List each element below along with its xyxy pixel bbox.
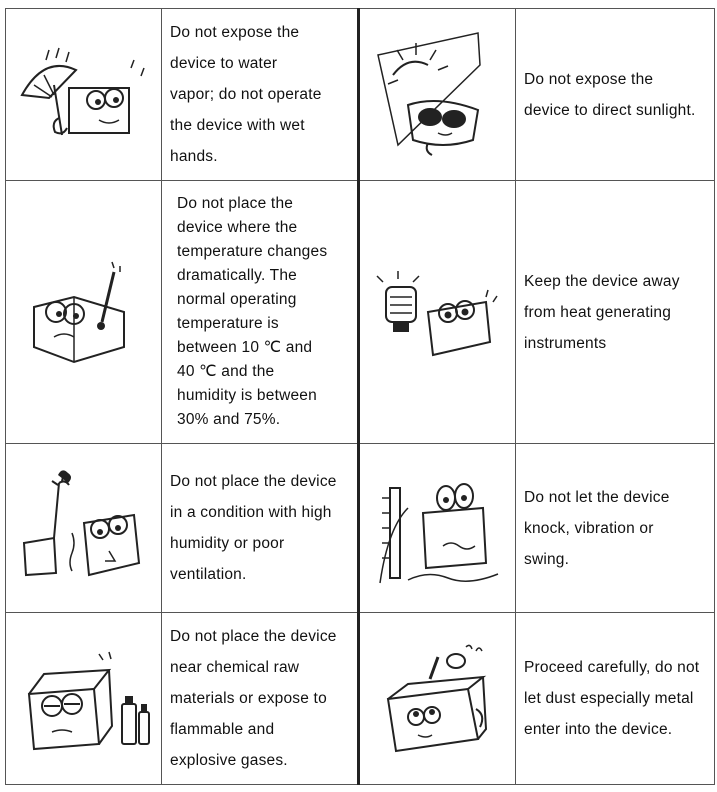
table-row — [6, 181, 715, 444]
thermometer-icon — [14, 252, 154, 372]
illustration-cell — [6, 181, 162, 444]
precaution-text-cell — [162, 9, 359, 181]
precaution-line: Do not place the — [177, 195, 294, 212]
precaution-line: temperature changes — [177, 243, 328, 260]
precaution-line: in a condition with high — [170, 504, 332, 521]
precautions-table — [5, 8, 715, 785]
precaution-line: swing. — [524, 550, 570, 568]
precaution-text-cell — [516, 9, 715, 181]
precaution-line: Do not let the device — [524, 488, 670, 506]
precaution-line: materials or expose to — [170, 690, 327, 707]
precaution-line: 30% and 75%. — [177, 411, 281, 428]
illustration-cell — [359, 9, 516, 181]
precaution-line: let dust especially metal — [524, 690, 694, 707]
precaution-line: 40 ℃ and the — [177, 363, 275, 380]
precaution-line: vapor; do not operate — [170, 86, 322, 103]
precaution-line: device to direct sunlight. — [524, 101, 696, 119]
chemical-bottles-icon — [14, 644, 154, 754]
precaution-line: device to water — [170, 55, 278, 72]
precaution-line: Do not place the device — [170, 628, 337, 645]
precaution-text-cell — [516, 181, 715, 444]
precaution-line: Proceed carefully, do not — [524, 659, 700, 676]
illustration-cell — [359, 181, 516, 444]
precaution-line: flammable and — [170, 721, 275, 738]
precaution-line: explosive gases. — [170, 752, 288, 769]
precaution-line: hands. — [170, 148, 218, 165]
precaution-line: Do not place the device — [170, 473, 337, 490]
illustration-cell — [6, 9, 162, 181]
table-row — [6, 9, 715, 181]
precaution-line: Keep the device away — [524, 272, 680, 290]
precaution-line: humidity or poor — [170, 535, 285, 552]
humidity-ventilation-icon — [14, 463, 154, 593]
precaution-line: device where the — [177, 219, 298, 236]
illustration-cell — [6, 444, 162, 613]
precaution-line: instruments — [524, 334, 607, 352]
precaution-text-cell — [162, 613, 359, 785]
precaution-line: from heat generating — [524, 303, 672, 321]
vibration-icon — [368, 468, 508, 588]
precaution-text-cell — [162, 444, 359, 613]
illustration-cell — [359, 613, 516, 785]
precaution-line: between 10 ℃ and — [177, 339, 313, 356]
precaution-text-cell — [516, 444, 715, 613]
precaution-text-cell — [162, 181, 359, 444]
precaution-line: ventilation. — [170, 566, 247, 583]
precaution-line: dramatically. The — [177, 267, 297, 284]
precaution-line: Do not expose the — [524, 70, 654, 88]
dust-metal-icon — [368, 639, 508, 759]
precaution-line: Do not expose the — [170, 24, 300, 41]
illustration-cell — [359, 444, 516, 613]
illustration-cell — [6, 613, 162, 785]
precaution-line: humidity is between — [177, 387, 317, 404]
precaution-line: knock, vibration or — [524, 519, 654, 537]
table-row — [6, 444, 715, 613]
table-row — [6, 613, 715, 785]
sunlight-icon — [368, 25, 508, 165]
precaution-line: near chemical raw — [170, 659, 300, 676]
precaution-line: normal operating — [177, 291, 297, 308]
precaution-line: enter into the device. — [524, 721, 673, 738]
heater-icon — [368, 257, 508, 367]
precaution-line: the device with wet — [170, 117, 305, 134]
precaution-text-cell — [516, 613, 715, 785]
precaution-line: temperature is — [177, 315, 279, 332]
umbrella-rain-icon — [14, 40, 154, 150]
